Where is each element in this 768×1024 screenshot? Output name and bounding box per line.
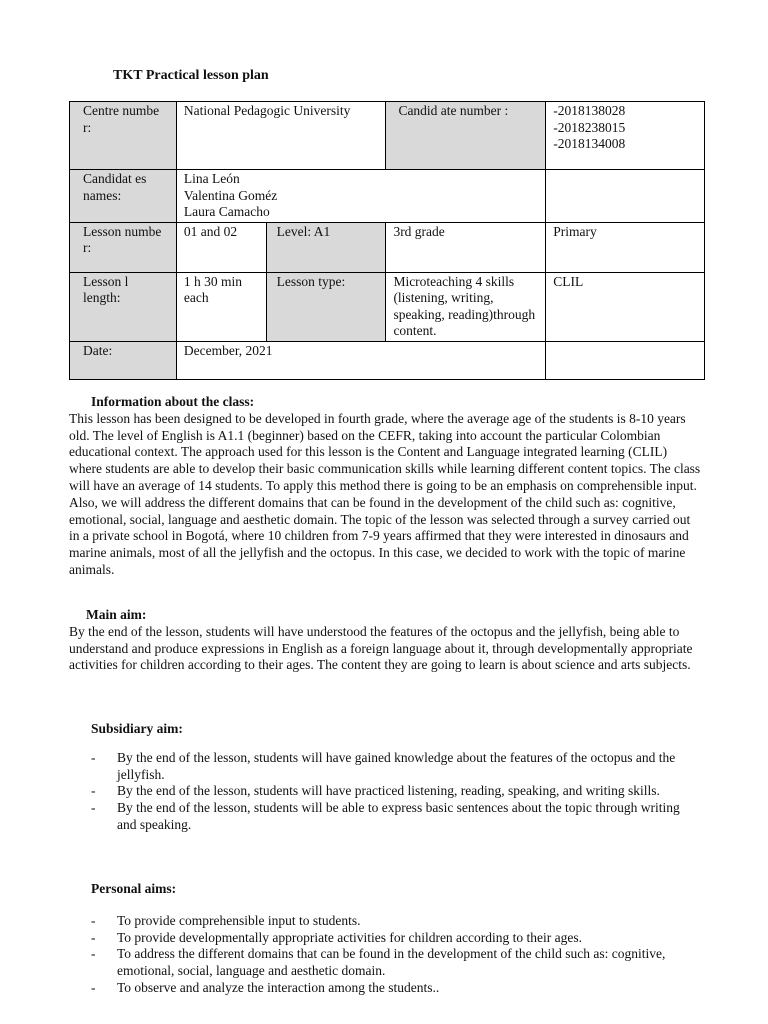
table-row	[70, 170, 705, 223]
grade-value: 3rd grade	[386, 222, 546, 272]
list-item: - To provide developmentally appropriate activities for children according to their ages.	[69, 930, 701, 947]
candidate-numbers-cell	[546, 102, 705, 170]
level-label: Level: A1	[266, 222, 386, 272]
lesson-length-label: Lesson l length:	[70, 272, 177, 341]
lesson-info-table	[69, 101, 705, 380]
list-item: - By the end of the lesson, students will have gained knowledge about the features of the octopus and the jellyfish.	[69, 750, 701, 784]
date-value: December, 2021	[176, 341, 545, 379]
list-item: - By the end of the lesson, students will be able to express basic sentences about the topic through writing and speaking.	[69, 800, 701, 834]
candidate-name: Valentina Goméz	[183, 187, 278, 203]
document-title: TKT Practical lesson plan	[113, 68, 269, 83]
empty-cell	[546, 341, 705, 379]
lesson-type-extra: CLIL	[546, 272, 705, 341]
candidates-names-cell	[176, 170, 545, 223]
main-aim-section	[69, 607, 701, 674]
list-item: - By the end of the lesson, students will have practiced listening, reading, speaking, and writing skills.	[69, 783, 701, 800]
table-row	[70, 272, 705, 341]
empty-cell	[546, 170, 705, 223]
subsidiary-aim-list	[69, 750, 701, 834]
list-item: - To observe and analyze the interaction among the students..	[69, 980, 701, 997]
personal-aims-section	[69, 881, 701, 997]
candidates-names-label: Candidat es names:	[70, 170, 177, 223]
candidate-number: -2018134008	[553, 136, 626, 151]
candidate-number-label: Candid ate number :	[386, 102, 546, 170]
lesson-number-value: 01 and 02	[176, 222, 266, 272]
centre-value: National Pedagogic University	[176, 102, 386, 170]
subsidiary-aim-heading: Subsidiary aim:	[91, 721, 183, 736]
lesson-type-label: Lesson type:	[266, 272, 386, 341]
lesson-type-value: Microteaching 4 skills (listening, writing, speaking, reading)through content.	[386, 272, 546, 341]
lesson-length-value: 1 h 30 min each	[176, 272, 266, 341]
table-row	[70, 222, 705, 272]
personal-aims-list	[69, 913, 701, 997]
list-item: - To provide comprehensible input to students.	[69, 913, 701, 930]
subsidiary-aim-section	[69, 721, 701, 834]
class-info-heading: Information about the class:	[91, 394, 255, 409]
list-item: - To address the different domains that can be found in the development of the child such as: cognitive, emotional, social, language and aesthetic domain.	[69, 946, 701, 980]
class-info-section	[69, 394, 701, 579]
centre-number-label: Centre numbe r:	[70, 102, 177, 170]
table-row	[70, 102, 705, 170]
candidate-name: Laura Camacho	[183, 204, 270, 219]
class-info-text: This lesson has been designed to be developed in fourth grade, where the average age of the students is 8-10 years old. The level of English is A1.1 (beginner) based on the CEFR, taking into account the particular Colombian educational context. The approach used for this lesson is the Content and Language integrated learning (CLIL) where students are able to develop their basic communication skills while learning different content topics. The class will have an average of 14 students. To apply this method there is going to be an emphasis on comprehensible input. Also, we will address the different domains that can be found in the development of the child such as: cognitive, emotional, social, language and aesthetic domain. The topic of the lesson was selected through a survey carried out in a private school in Bogotá, where 10 children from 7-9 years affirmed that they were interested in dinosaurs and marine animals, most of all the jellyfish and the octopus. In this case, we decided to work with the topic of marine animals.	[69, 410, 701, 577]
lesson-number-label: Lesson numbe r:	[70, 222, 177, 272]
personal-aims-heading: Personal aims:	[91, 881, 177, 896]
main-aim-text: By the end of the lesson, students will have understood the features of the octopus and the jellyfish, being able to understand and produce expressions in English as a foreign language about it, through developmentally appropriate activities for children according to their ages. The content they are going to learn is about science and arts subjects.	[69, 623, 693, 673]
school-level-value: Primary	[546, 222, 705, 272]
main-aim-heading: Main aim:	[86, 607, 147, 622]
candidate-number: -2018238015	[553, 119, 626, 135]
table-row	[70, 341, 705, 379]
candidate-name: Lina León	[183, 171, 240, 186]
candidate-number: -2018138028	[553, 103, 626, 118]
date-label: Date:	[70, 341, 177, 379]
